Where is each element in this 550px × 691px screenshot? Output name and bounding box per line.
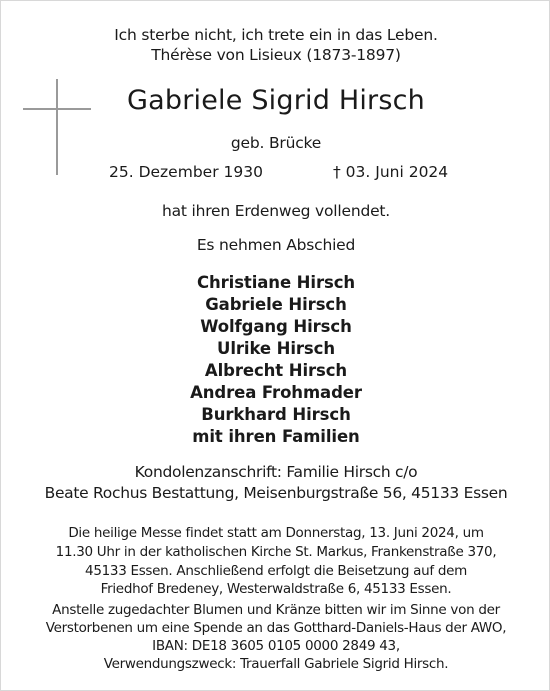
family-member: mit ihren Familien [192,427,360,446]
donation-line-1: Anstelle zugedachter Blumen und Kränze bitten wir im Sinne von der [52,602,500,618]
mass-line-1: Die heilige Messe findet statt am Donnerstag, 13. Juni 2024, um [68,525,484,541]
motto-line-2: Thérèse von Lisieux (1873-1897) [151,46,401,64]
mass-line-4: Friedhof Bredeney, Westerwaldstraße 6, 45133 Essen. [100,581,452,597]
family-member: Wolfgang Hirsch [200,317,352,336]
family-member: Gabriele Hirsch [205,295,347,314]
family-member: Burkhard Hirsch [201,405,351,424]
death-date: † 03. Juni 2024 [333,163,449,181]
donation-line-3: IBAN: DE18 3605 0105 0000 2849 43, [152,638,400,654]
family-member: Andrea Frohmader [190,383,362,402]
birth-date: 25. Dezember 1930 [109,163,263,181]
deceased-name: Gabriele Sigrid Hirsch [127,85,425,116]
donation-line-2: Verstorbenen um eine Spende an das Gotthard-Daniels-Haus der AWO, [45,620,507,636]
family-member: Christiane Hirsch [196,273,356,292]
life-dates [1,163,550,183]
family-member: Albrecht Hirsch [204,361,348,380]
donation-line-4: Verwendungszweck: Trauerfall Gabriele Sigrid Hirsch. [103,656,449,672]
family-member: Ulrike Hirsch [217,339,335,358]
motto-line-1: Ich sterbe nicht, ich trete ein in das Leben. [114,26,438,44]
condolence-line-2: Beate Rochus Bestattung, Meisenburgstraße 56, 45133 Essen [44,484,508,502]
farewell-intro: Es nehmen Abschied [196,236,356,254]
birth-name: geb. Brücke [230,134,322,152]
mass-line-2: 11.30 Uhr in der katholischen Kirche St. Markus, Frankenstraße 370, [55,544,497,560]
condolence-line-1: Kondolenzanschrift: Familie Hirsch c/o [134,463,418,481]
passed-text: hat ihren Erdenweg vollendet. [161,202,391,220]
mass-line-3: 45133 Essen. Anschließend erfolgt die Beisetzung auf dem [85,563,467,579]
